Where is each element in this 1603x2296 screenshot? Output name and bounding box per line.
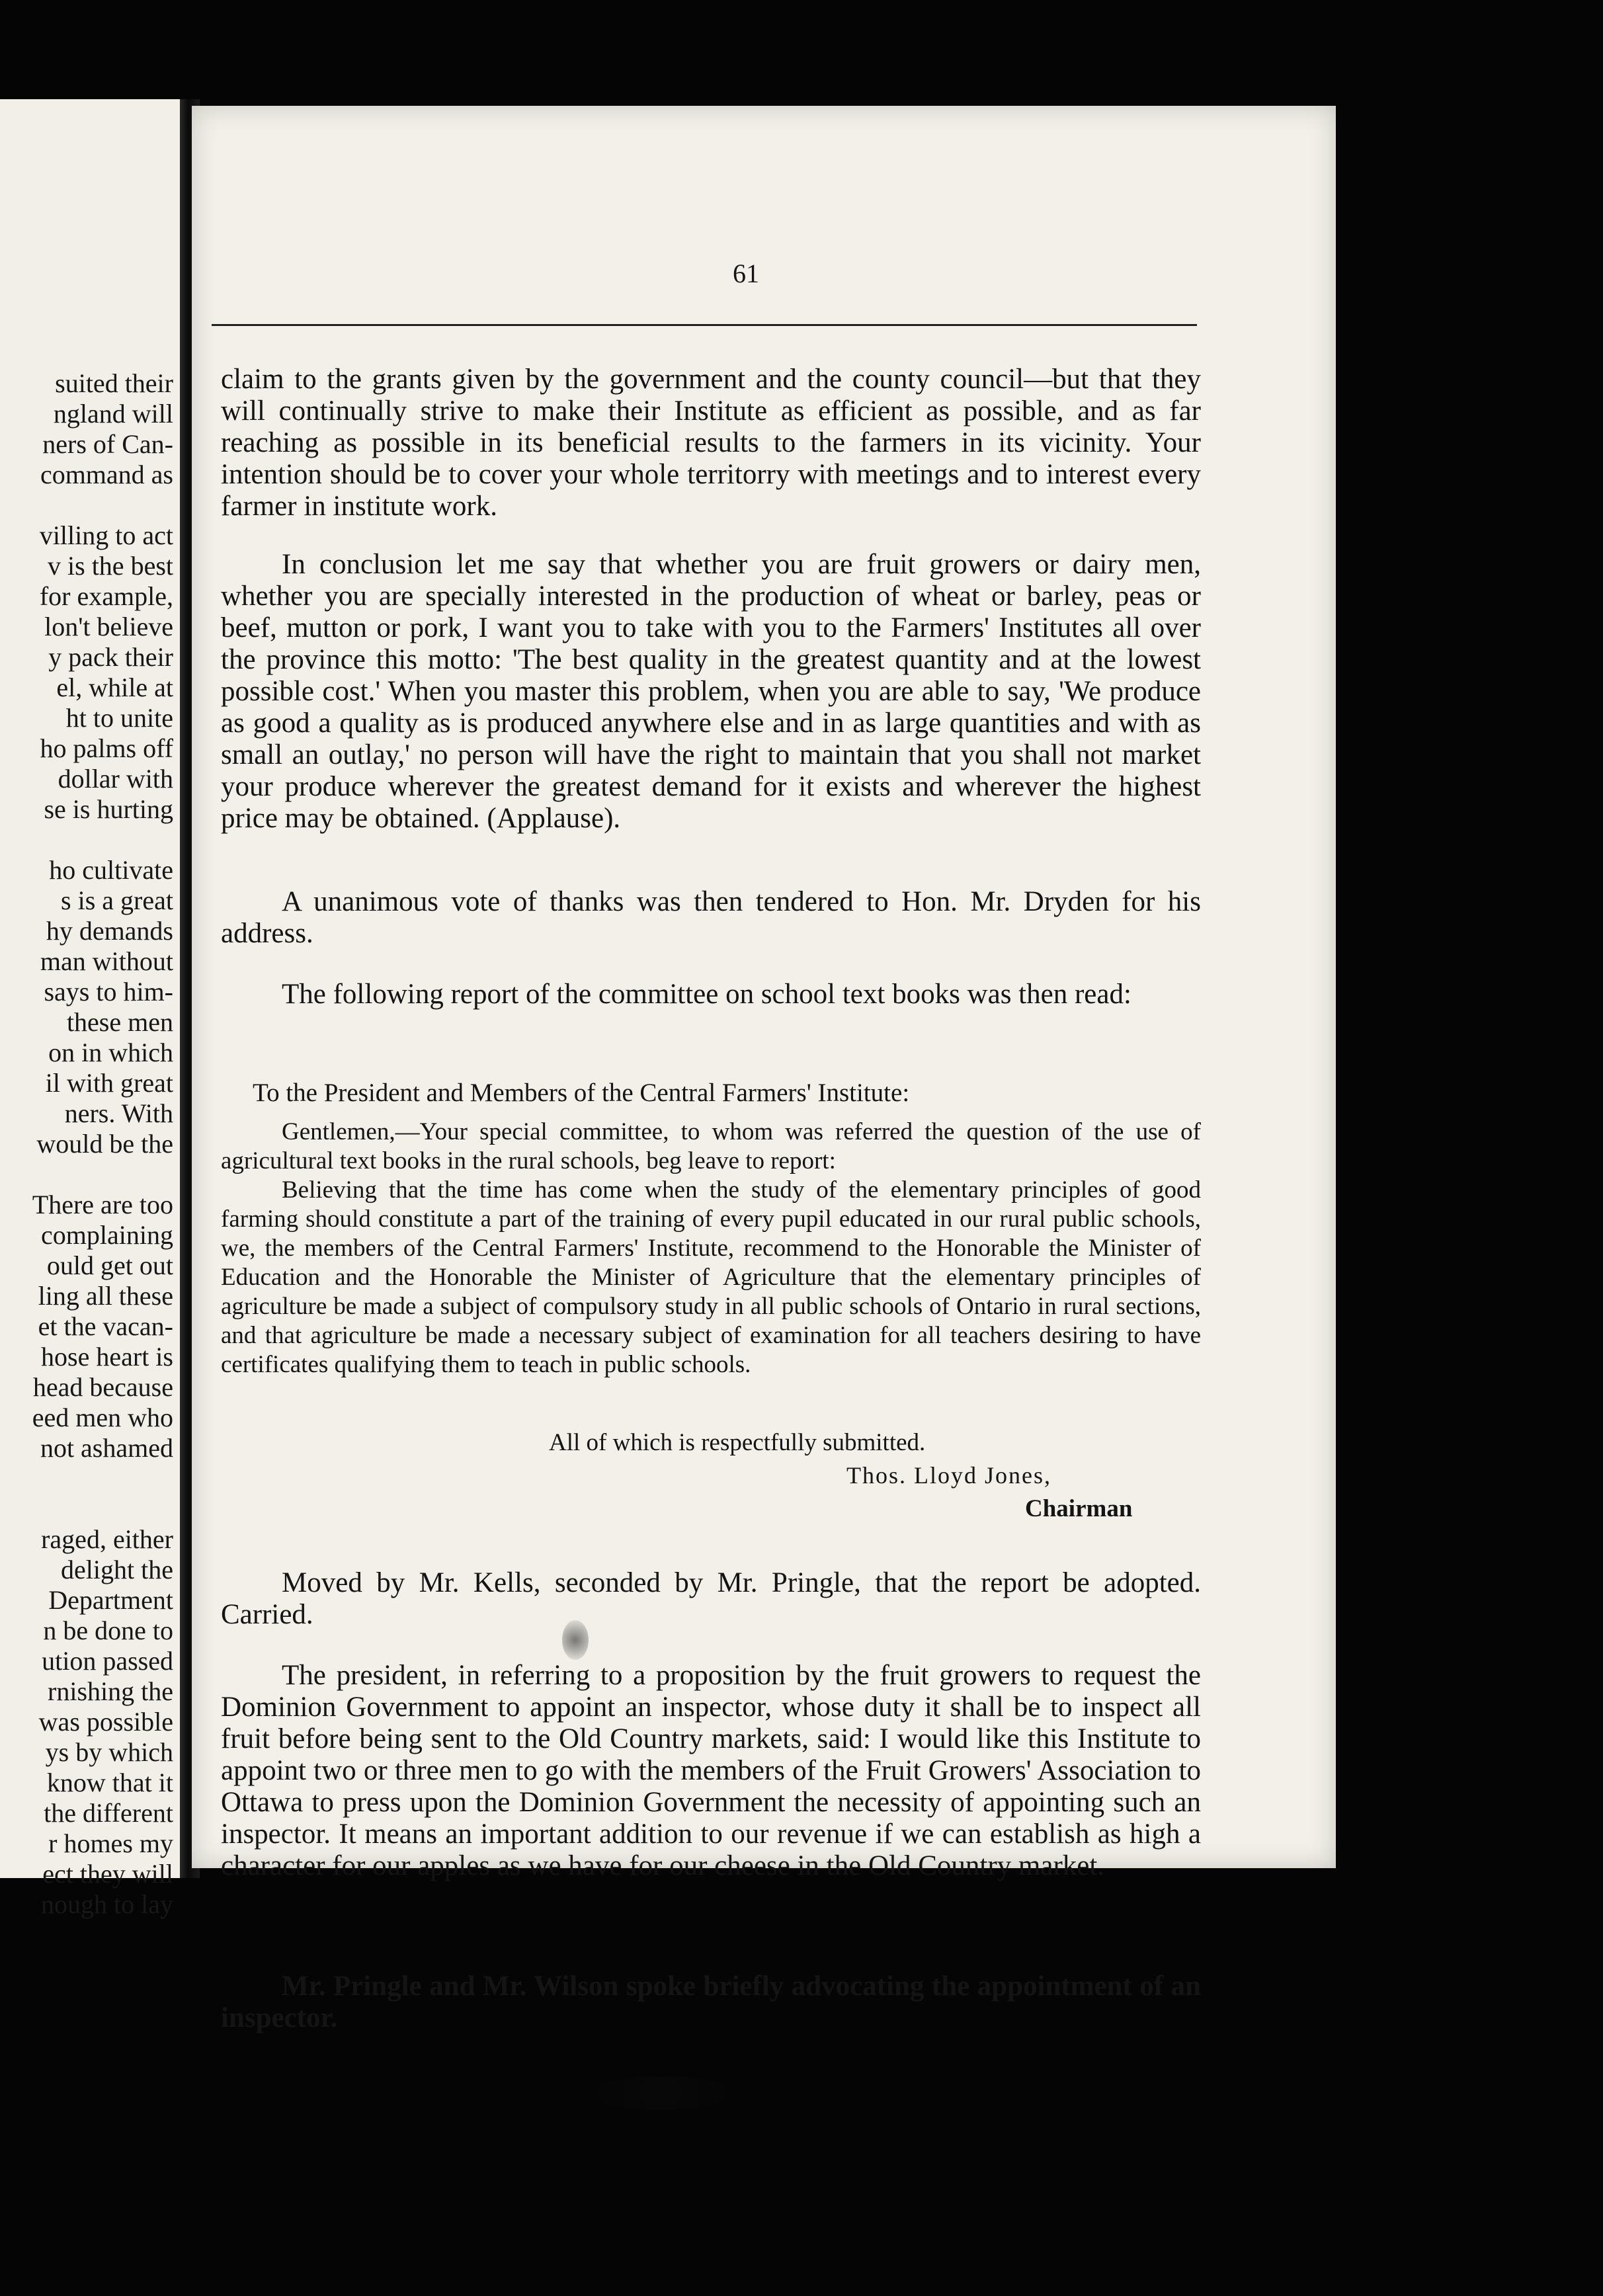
previous-page-line: ould get out <box>46 1250 173 1280</box>
paragraph-motion-carried: Moved by Mr. Kells, seconded by Mr. Pringle, that the report be adopted. Carried. <box>221 1567 1201 1630</box>
previous-page-line: hy demands <box>46 916 173 946</box>
previous-page-line: ect they will <box>42 1859 173 1889</box>
previous-page-line: ys by which <box>45 1737 173 1767</box>
report-paragraph-believing: Believing that the time has come when the study of the elementary principles of good farming should constitute a part of the training of every pupil educated in our rural public schools, we, the members of the Central Farmers' Institute, recommend to the Honorable the Minister of Education and the Honorable the Minister of Agriculture that the elementary principles of agriculture be made a subject of compulsory study in all public schools of Ontario in rural sections, and that agriculture be made a necessary subject of examination for all teachers desiring to have certificates qualifying them to teach in public schools. <box>221 1176 1201 1378</box>
previous-page-line: delight the <box>61 1555 173 1584</box>
previous-page-line: suited their <box>55 368 173 398</box>
previous-page-line: ho palms off <box>40 733 173 763</box>
previous-page-line: There are too <box>32 1190 173 1219</box>
previous-page-line: villing to act <box>39 520 173 550</box>
previous-page-line: for example, <box>39 581 173 611</box>
paragraph-vote-of-thanks: A unanimous vote of thanks was then tendered to Hon. Mr. Dryden for his address. <box>221 886 1201 949</box>
previous-page-line: dollar with <box>58 764 173 794</box>
previous-page-line: man without <box>40 946 173 976</box>
previous-page-line: ution passed <box>42 1646 173 1676</box>
previous-page-fragment <box>0 99 180 1919</box>
previous-page-line: was possible <box>38 1707 173 1737</box>
previous-page-line: el, while at <box>56 673 173 702</box>
previous-page-line: ho cultivate <box>49 855 173 885</box>
report-signatory-title: Chairman <box>1025 1495 1133 1522</box>
report-signatory: Thos. Lloyd Jones, <box>846 1462 1051 1489</box>
report-closing: All of which is respectfully submitted. <box>549 1429 926 1456</box>
previous-page-line: not ashamed <box>40 1433 173 1463</box>
previous-page-line: raged, either <box>41 1524 173 1554</box>
previous-page-line: ngland will <box>53 399 173 429</box>
header-rule <box>212 324 1197 326</box>
page-number: 61 <box>733 259 759 288</box>
previous-page-line: ling all these <box>38 1281 173 1311</box>
paragraph-report-intro: The following report of the committee on school text books was then read: <box>282 979 1131 1010</box>
previous-page-line: Department <box>48 1585 173 1615</box>
previous-page-line: the different <box>44 1798 173 1828</box>
previous-page-line: command as <box>40 460 173 489</box>
previous-page-line: complaining <box>41 1220 173 1250</box>
paragraph-pringle-wilson: Mr. Pringle and Mr. Wilson spoke briefly advocating the appointment of an inspector. <box>221 1971 1201 2033</box>
previous-page-line: ht to unite <box>65 703 173 733</box>
previous-page-line: ners. With <box>64 1098 173 1128</box>
previous-page-line: would be the <box>36 1129 173 1159</box>
previous-page-line: nough to lay <box>41 1889 173 1919</box>
previous-page-line: il with great <box>45 1068 173 1098</box>
previous-page-line: ners of Can- <box>42 429 173 459</box>
previous-page-line: these men <box>66 1007 173 1037</box>
previous-page-line: says to him- <box>44 977 173 1006</box>
previous-page-line: lon't believe <box>44 612 173 641</box>
previous-page-line: rnishing the <box>48 1676 173 1706</box>
document-page <box>192 106 1336 2033</box>
paragraph-claim-to-grants: claim to the grants given by the government and the county council—but that they will continually strive to make their Institute as efficient as possible, and as far reaching as possible in its beneficial results to the farmers in its vicinity. Your intention should be to cover your whole territorry with meetings and to interest every farmer in institute work. <box>221 364 1201 522</box>
previous-page-line: know that it <box>46 1768 173 1797</box>
previous-page-line: se is hurting <box>44 794 173 824</box>
previous-page-line: et the vacan- <box>38 1311 173 1341</box>
previous-page-line: head because <box>32 1372 173 1402</box>
report-heading: To the President and Members of the Central Farmers' Institute: <box>253 1079 910 1107</box>
ink-blot <box>562 1620 589 1660</box>
previous-page-line: v is the best <box>48 551 173 581</box>
previous-page-line: n be done to <box>43 1616 173 1645</box>
report-paragraph-gentlemen: Gentlemen,—Your special committee, to whom was referred the question of the use of agricultural text books in the rural schools, beg leave to report: <box>221 1118 1201 1174</box>
previous-page-line: s is a great <box>61 885 173 915</box>
paragraph-president-inspector: The president, in referring to a proposition by the fruit growers to request the Dominion Government to appoint an inspector, whose duty it shall be to inspect all fruit before being sent to the Old Country markets, said: I would like this Institute to appoint two or three men to go with the members of the Fruit Growers' Association to Ottawa to press upon the Dominion Government the necessity of appointing such an inspector. It means an important addition to our revenue if we can establish as high a character for our apples as we have for our cheese in the Old Country market. <box>221 1660 1201 1881</box>
previous-page-line: r homes my <box>48 1828 173 1858</box>
previous-page-line: eed men who <box>32 1403 173 1432</box>
previous-page-line: y pack their <box>48 642 173 672</box>
previous-page-line: hose heart is <box>41 1342 173 1372</box>
page-stain <box>589 2076 734 2110</box>
previous-page-line: on in which <box>48 1038 173 1067</box>
paragraph-conclusion-motto: In conclusion let me say that whether you are fruit growers or dairy men, whether you are specially interested in the production of wheat or barley, peas or beef, mutton or pork, I want you to take with you to the Farmers' Institutes all over the province this motto: 'The best quality in the greatest quantity and at the lowest possible cost.' When you master this problem, when you are able to say, 'We produce as good a quality as is produced anywhere else and in as large quantities and with as small an outlay,' no person will have the right to maintain that you shall not market your produce wherever the greatest demand for it exists and wherever the highest price may be obtained. (Applause). <box>221 549 1201 834</box>
